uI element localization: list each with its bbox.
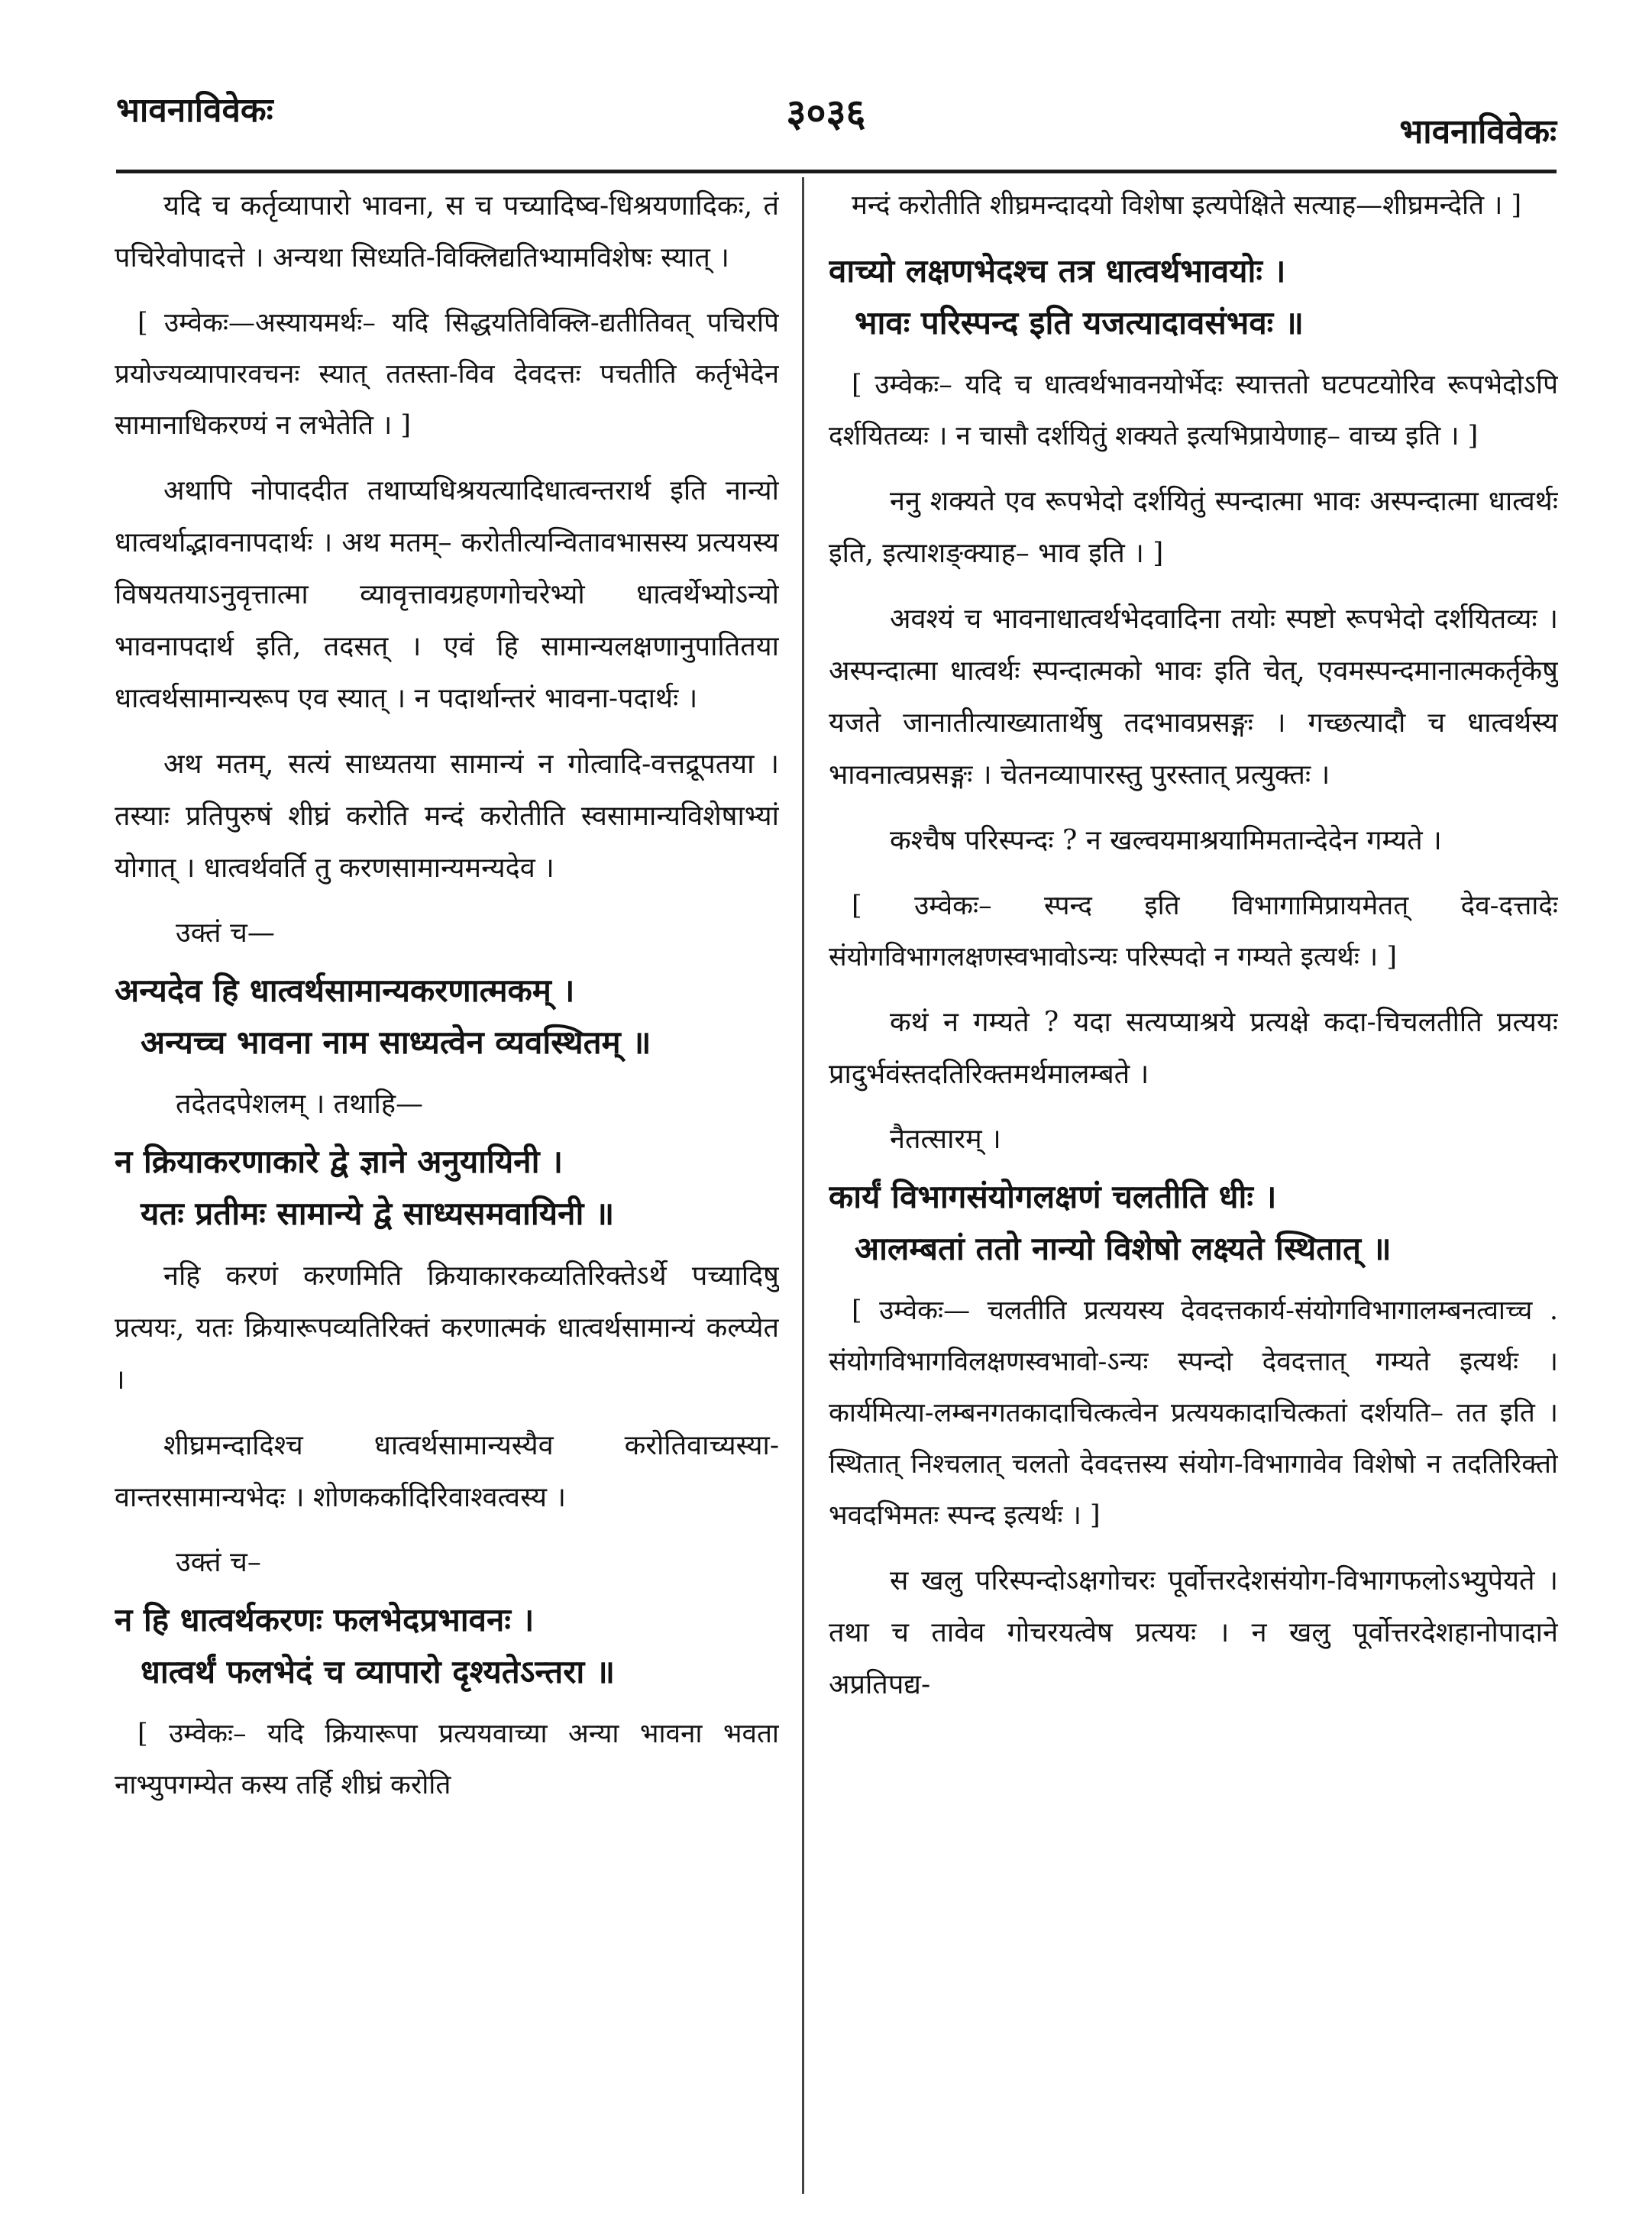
commentary-paragraph: मन्दं करोतीति शीघ्रमन्दादयो विशेषा इत्यपेक्षिते सत्याह—शीघ्रमन्देति । ] <box>852 190 1522 221</box>
short-line: उक्तं च– <box>176 1547 261 1578</box>
left-column <box>115 180 779 2197</box>
verse-line: अन्यच्च भावना नाम साध्यत्वेन व्यवस्थितम् ॥ <box>141 1024 651 1061</box>
header-rule <box>116 170 1557 173</box>
commentary-paragraph: [ उम्वेकः—अस्यायमर्थः– यदि सिद्धयतिविक्लि-द्यतीतिवत् पचिरपि प्रयोज्यव्यापारवचनः स्यात् ततस्ता-विव देवदत्तः पचतीति कर्तृभेदेन सामानाधिकरण्यं न लभेतेति । ] <box>115 308 779 441</box>
running-title-right: भावनाविवेकः <box>1399 112 1557 151</box>
column-divider <box>802 177 804 2194</box>
verse-line: अन्यदेव हि धात्वर्थसामान्यकरणात्मकम् । <box>115 972 575 1009</box>
text-paragraph: कथं न गम्यते ? यदा सत्यप्याश्रये प्रत्यक्षे कदा-चिचलतीति प्रत्ययः प्रादुर्भवंस्तदतिरिक्तमर्थमालम्बते । <box>829 1007 1558 1090</box>
verse-line: भावः परिस्पन्द इति यजत्यादावसंभवः ॥ <box>855 304 1304 341</box>
verse-line: वाच्यो लक्षणभेदश्च तत्र धात्वर्थभावयोः । <box>829 252 1286 290</box>
page-number: ३०३६ <box>786 90 866 135</box>
text-paragraph: यदि च कर्तृव्यापारो भावना, स च पच्यादिष्व-धिश्रयणादिकः, तं पचिरेवोपादत्ते । अन्यथा सिध्यति-विक्लिद्यतिभ्यामविशेषः स्यात् । <box>115 190 779 273</box>
short-line: उक्तं च— <box>176 917 275 949</box>
verse-line: कार्यं विभागसंयोगलक्षणं चलतीति धीः । <box>829 1178 1277 1215</box>
short-line: तदेतदपेशलम् । तथाहि— <box>176 1088 423 1120</box>
verse <box>115 1136 779 1240</box>
text-paragraph: अथ मतम्, सत्यं साध्यतया सामान्यं न गोत्वादि-वत्तद्रूपतया । तस्याः प्रतिपुरुषं शीघ्रं करोति मन्दं करोतीति स्वसामान्यविशेषाभ्यां योगात् । धात्वर्थवर्ति तु करणसामान्यमन्यदेव । <box>115 749 779 884</box>
verse <box>829 245 1558 349</box>
verse <box>829 1171 1558 1275</box>
commentary-paragraph: [ उम्वेकः— चलतीति प्रत्ययस्य देवदत्तकार्य-संयोगविभागालम्बनत्वाच्च . संयोगविभागविलक्षणस्वभावो-ऽन्यः स्पन्दो देवदत्तात् गम्यते इत्यर्थः । कार्यमित्या-लम्बनगतकादाचित्कत्वेन प्रत्ययकादाचित्कतां दर्शयति– तत इति । स्थितात् निश्चलात् चलतो देवदत्तस्य संयोग-विभागावेव विशेषो न तदतिरिक्तो भवदभिमतः स्पन्द इत्यर्थः । ] <box>829 1295 1558 1531</box>
text-paragraph: अवश्यं च भावनाधात्वर्थभेदवादिना तयोः स्पष्टो रूपभेदो दर्शयितव्यः । अस्पन्दात्मा धात्वर्थः स्पन्दात्मको भावः इति चेत्, एवमस्पन्दमानात्मकर्तृकेषु यजते जानातीत्याख्यातार्थेषु तदभावप्रसङ्गः । गच्छत्यादौ च धात्वर्थस्य भावनात्वप्रसङ्गः । चेतनव्यापारस्तु पुरस्तात् प्रत्युक्तः । <box>829 603 1558 791</box>
text-paragraph: नहि करणं करणमिति क्रियाकारकव्यतिरिक्तेऽर्थे पच्यादिषु प्रत्ययः, यतः क्रियारूपव्यतिरिक्तं करणात्मकं धात्वर्थसामान्यं कल्प्येत । <box>115 1260 779 1396</box>
text-paragraph: शीघ्रमन्दादिश्च धात्वर्थसामान्यस्यैव करोतिवाच्यस्या-वान्तरसामान्यभेदः । शोणकर्कादिरिवाश्वत्वस्य । <box>115 1430 779 1513</box>
verse <box>115 965 779 1069</box>
right-column <box>829 180 1558 2197</box>
commentary-paragraph: [ उम्वेकः– यदि क्रियारूपा प्रत्ययवाच्या अन्या भावना भवता नाभ्युपगम्येत कस्य तर्हि शीघ्रं करोति <box>115 1719 779 1800</box>
verse-line: न क्रियाकरणाकारे द्वे ज्ञाने अनुयायिनी । <box>115 1143 564 1180</box>
verse-line: न हि धात्वर्थकरणः फलभेदप्रभावनः । <box>115 1601 535 1638</box>
commentary-paragraph: [ उम्वेकः– यदि च धात्वर्थभावनयोर्भेदः स्यात्ततो घटपटयोरिव रूपभेदोऽपि दर्शयितव्यः । न चासौ दर्शयितुं शक्यते इत्यभिप्रायेणाह– वाच्य इति । ] <box>829 370 1558 451</box>
page-header <box>0 0 1652 153</box>
verse <box>115 1594 779 1698</box>
text-paragraph: स खलु परिस्पन्दोऽक्षगोचरः पूर्वोत्तरदेशसंयोग-विभागफलोऽभ्युपेयते । तथा च तावेव गोचरयत्वेष प्रत्ययः । न खलु पूर्वोत्तरदेशहानोपादाने अप्रतिपद्य- <box>829 1565 1558 1700</box>
text-paragraph: कश्चैष परिस्पन्दः ? न खल्वयमाश्रयामिमतान्देदेन गम्यते । <box>890 825 1442 856</box>
running-title-left: भावनाविवेकः <box>116 91 273 130</box>
short-line: नैतत्सारम् । <box>890 1124 1001 1155</box>
text-paragraph: अथापि नोपाददीत तथाप्यधिश्रयत्यादिधात्वन्तरार्थ इति नान्यो धात्वर्थाद्भावनापदार्थः । अथ मतम्– करोतीत्यन्वितावभासस्य प्रत्ययस्य विषयतयाऽनुवृत्तात्मा व्यावृत्तावग्रहणगोचरेभ्यो धात्वर्थेभ्योऽन्यो भावनापदार्थ इति, तदसत् । एवं हि सामान्यलक्षणानुपातितया धात्वर्थसामान्यरूप एव स्यात् । न पदार्थान्तरं भावना-पदार्थः । <box>115 475 779 714</box>
verse-line: धात्वर्थं फलभेदं च व्यापारो दृश्यतेऽन्तरा ॥ <box>141 1653 616 1690</box>
verse-line: यतः प्रतीमः सामान्ये द्वे साध्यसमवायिनी ॥ <box>141 1195 615 1232</box>
commentary-paragraph: [ उम्वेकः– स्पन्द इति विभागामिप्रायमेतत् देव-दत्तादेः संयोगविभागलक्षणस्वभावोऽन्यः परिस्पदो न गम्यते इत्यर्थः । ] <box>829 891 1558 972</box>
text-paragraph: ननु शक्यते एव रूपभेदो दर्शयितुं स्पन्दात्मा भावः अस्पन्दात्मा धात्वर्थः इति, इत्याशङ्क्याह– भाव इति । ] <box>829 486 1558 569</box>
verse-line: आलम्बतां ततो नान्यो विशेषो लक्ष्यते स्थितात् ॥ <box>855 1230 1392 1267</box>
